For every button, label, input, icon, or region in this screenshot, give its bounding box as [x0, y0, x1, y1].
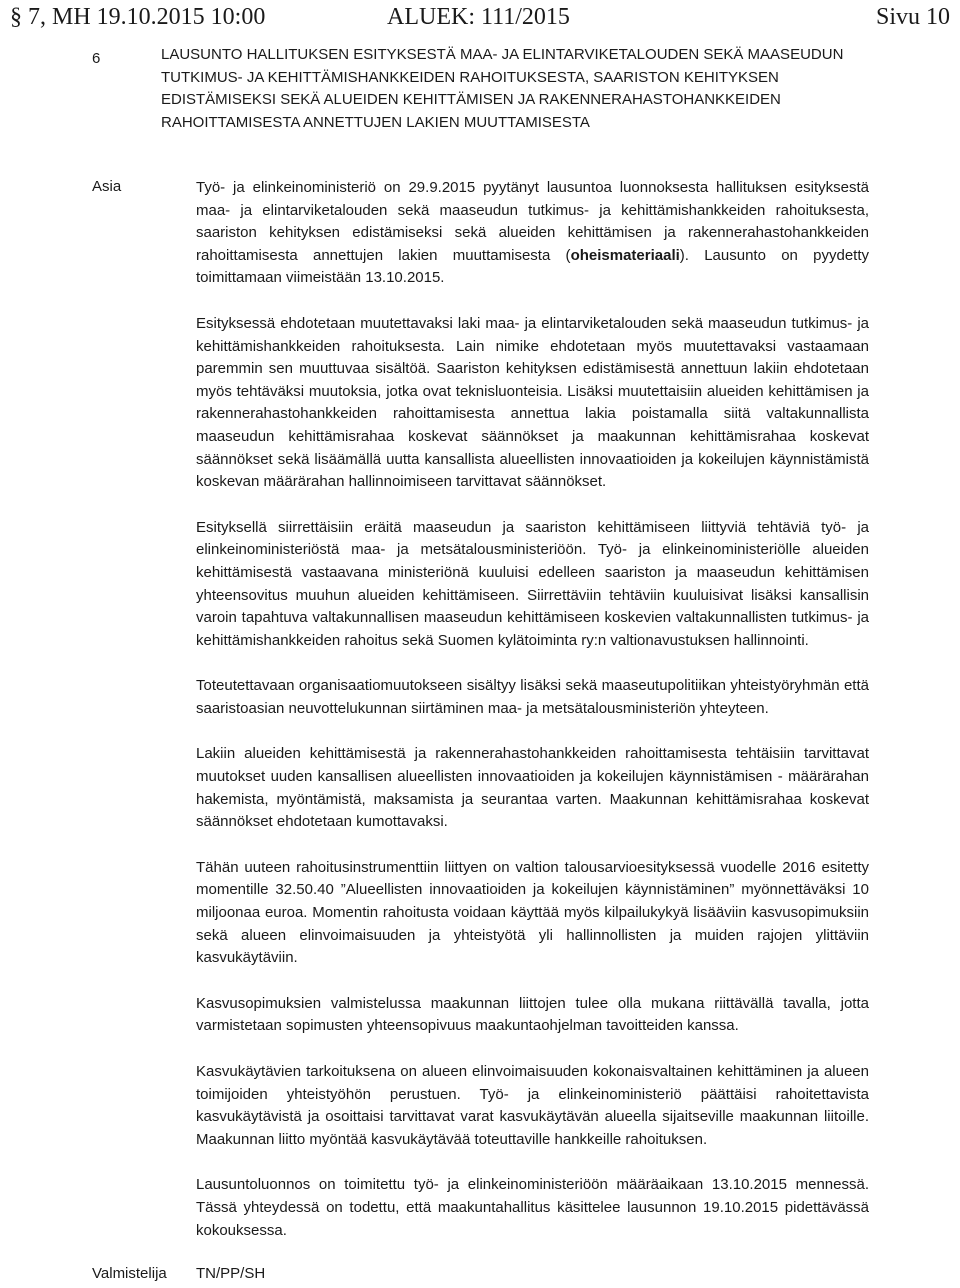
request-text-end: ). Lausunto on pyydetty toimittamaan viimeistään 13.10.2015. — [196, 246, 870, 287]
request-text-start: Työ- ja elinkeinoministeriö on 29.9.2015 pyytänyt lausuntoa luonnoksesta hallituksen esityksestä maa- ja elintarviketalouden sekä maaseudun tutkimus- ja kehittämishankkeiden rahoituksesta, saariston kehityksen edistämiseksi sekä alueiden kehittämisen ja rakennerahastohankkeiden rahoittamisesta annettujen lakien muuttamisesta ( — [196, 179, 869, 264]
preparer-label: Valmistelija — [92, 1265, 167, 1282]
matter-code: ALUEK: 111/2015 — [387, 4, 570, 30]
page-number: Sivu 10 — [875, 4, 950, 30]
paragraph: Esityksellä siirrettäisiin eräitä maaseudun ja saariston kehittämiseen liittyviä tehtäviä työ- ja elinkeinoministeriöstä maa- ja metsätalousministeriöön. Työ- ja elinkeinoministeriölle alueiden kehittämisestä vastaavana ministeriönä kuuluisi edelleen saariston ja maaseudun kehittämisen yhteensovitus muuhun alueiden kehittämiseen. Siirrettäviin tehtäviin kuuluisivat lisäksi kansallisin varoin tapahtuva valtakunnallisen maaseudun kehittämiseen koskevien valtakunnallisten tutkimus- ja kehittämishankkeiden rahoitus sekä Suomen kylätoiminta ry:n valtionavustuksen hallinnointi. — [196, 518, 869, 649]
page-header — [0, 4, 960, 36]
attachment-reference: oheismateriaali — [570, 246, 680, 264]
paragraph-request — [196, 177, 869, 290]
paragraph: Kasvukäytävien tarkoituksena on alueen elinvoimaisuuden kokonaisvaltainen kehittäminen ja alueen toimijoiden yhteistyöhön perustuen. Työ- ja elinkeinoministeriö päättäisi rahoitettavista kasvukäytävistä ja osoittaisi tarvittavat varat kasvukäytävän alueella sijaitseville maakunnan liitoille. Maakunnan liitto myöntää kasvukäytävää toteuttaville hankkeille rahoituksen. — [196, 1063, 869, 1148]
paragraph: Esityksessä ehdotetaan muutettavaksi laki maa- ja elintarviketalouden sekä maaseudun tutkimus- ja kehittämishankkeiden rahoituksesta. Lain nimike ehdotetaan myös muutettavaksi vastaamaan paremmin sen muuttuvaa sisältöä. Saariston kehityksen edistämisestä annettuun lakiin ehdotetaan myös tehtäväksi muutoksia, jotka ovat teknisluonteisia. Lisäksi muutettaisiin alueiden kehittämisen ja rakennerahastohankkeiden rahoittamisesta annettua lakia poistamalla siitä valtakunnallista maaseudun kehittämisrahaa koskevat säännökset ja maakunnan kehittämisrahaa koskevat säännökset sekä lisäämällä uutta kansallista alueellisten innovaatioiden ja kokeilujen käynnistämistä koskevan määrärahan hallinnoimiseen tarvittavat säännökset. — [196, 314, 869, 491]
item-number: 6 — [92, 50, 101, 67]
preparer-initials: TN/PP/SH — [196, 1265, 266, 1282]
paragraph: Lakiin alueiden kehittämisestä ja rakennerahastohankkeiden rahoittamisesta tehtäisiin tarvittavat muutokset uuden kansallisen alueellisten innovaatioiden ja kokeilujen käynnistämisen - määrärahan hakemista, myöntämistä, maksamista ja seurantaa varten. Maakunnan kehittämisrahaa koskevat säännökset ehdotetaan kumottavaksi. — [196, 745, 869, 831]
paragraph: Tähän uuteen rahoitusinstrumenttiin liittyen on valtion talousarvioesityksessä vuodelle 2016 esitetty momentille 32.50.40 ”Alueellisten innovaatioiden ja kokeilujen käynnistäminen” myönnettäväksi 10 miljoonaa euroa. Momentin rahoitusta voidaan käyttää myös kilpailukykyä lisääviin kasvusopimuksiin sekä alueen elinvoimaisuuden ja yhteistyötä yli hallinnollisten ja muiden rajojen ylittäviin kasvukäytäviin. — [196, 858, 869, 967]
section-reference: § 7, MH 19.10.2015 10:00 — [10, 4, 266, 30]
paragraph: Toteutettavaan organisaatiomuutokseen sisältyy lisäksi sekä maaseutupolitiikan yhteistyöryhmän että saaristoasian neuvottelukunnan siirtäminen maa- ja metsätalousministeriön yhteyteen. — [196, 677, 869, 717]
item-title: LAUSUNTO HALLITUKSEN ESITYKSESTÄ MAA- JA ELINTARVIKETALOUDEN SEKÄ MAASEUDUN TUTKIMUS- JA KEHITTÄMISHANKKEIDEN RAHOITUKSESTA, SAARISTON KEHITYKSEN EDISTÄMISEKSI SEKÄ ALUEIDEN KEHITTÄMISEN JA RAKENNERAHASTOHANKKEIDEN RAHOITTAMISESTA ANNETTUJEN LAKIEN MUUTTAMISESTA — [161, 46, 844, 131]
paragraph: Lausuntoluonnos on toimitettu työ- ja elinkeinoministeriöön määräaikaan 13.10.2015 mennessä. Tässä yhteydessä on todettu, että maakuntahallitus käsittelee lausunnon 19.10.2015 pidettävässä kokouksessa. — [196, 1176, 869, 1239]
paragraph: Kasvusopimuksien valmistelussa maakunnan liittojen tulee olla mukana riittävällä tavalla, jotta varmistetaan sopimusten yhteensopivuus maakuntaohjelman tavoitteiden kanssa. — [196, 994, 869, 1035]
document-body — [196, 177, 869, 1265]
asia-label: Asia — [92, 178, 122, 195]
